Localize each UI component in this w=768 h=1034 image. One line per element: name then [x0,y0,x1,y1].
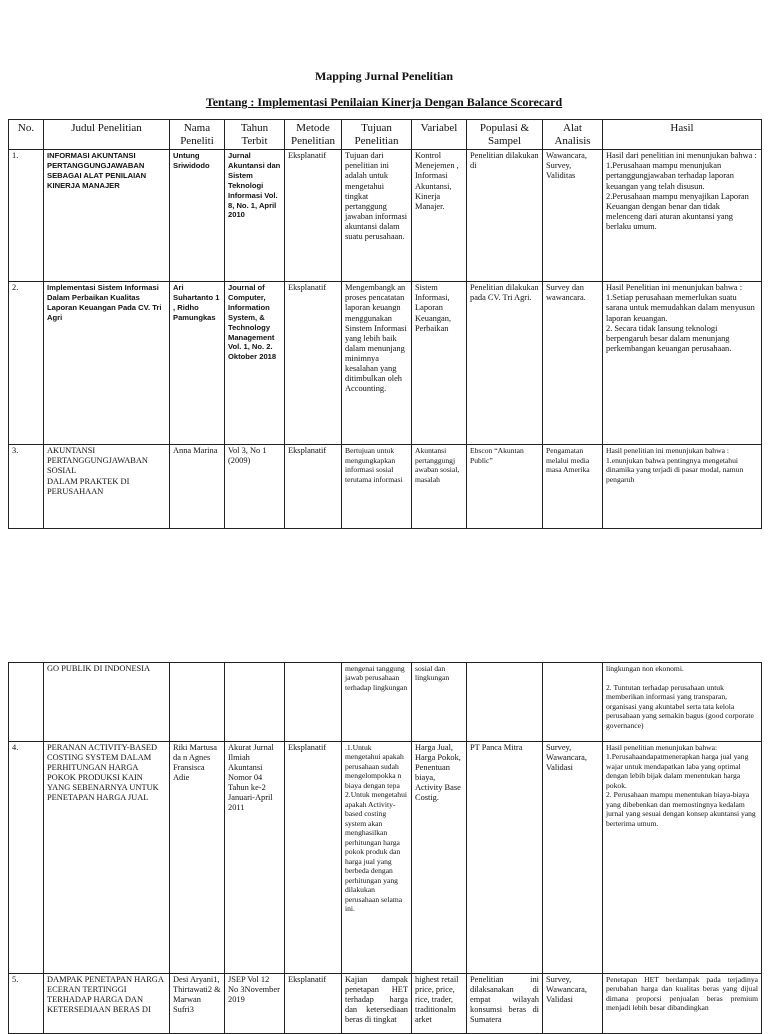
table-row [9,150,762,282]
row-judul: PERANAN ACTIVITY-BASED COSTING SYSTEM DALAM PERHITUNGAN HARGA POKOK PRODUKSI KAIN YANG SEBENARNYA UNTUK PENETAPAN HARGA JUAL [44,742,170,974]
header-nama: Nama Peneliti [170,120,225,150]
header-metode: Metode Penelitian [285,120,342,150]
row-no: 4. [9,742,44,974]
header-populasi: Populasi & Sampel [467,120,543,150]
table-header-row [9,120,762,150]
row-no: 1. [9,150,44,282]
row-alat: Pengamatan melalui media masa Amerika [543,445,603,529]
table-row [9,282,762,445]
row-alat: Survey dan wawancara. [543,282,603,445]
row-alat: Wawancara, Survey, Validitas [543,150,603,282]
row-tahun: Jurnal Akuntansi dan Sistem Teknologi Informasi Vol. 8, No. 1, April 2010 [225,150,285,282]
mapping-table-page-1 [8,119,762,529]
row-alat: Survey, Wawancara, Validasi [543,974,603,1034]
row-tujuan: Bertujuan untuk mengungkapkan informasi sosial terutama informasi [342,445,412,529]
mapping-table-page-2 [8,662,762,1034]
row-no: 2. [9,282,44,445]
header-hasil: Hasil [603,120,762,150]
row-tahun [225,663,285,742]
row-nama: Untung Sriwidodo [170,150,225,282]
row-tujuan: Tujuan dari penelitian ini adalah untuk mengetahui tingkat pertanggung jawaban informasi akuntansi dalam suatu perusahaan. [342,150,412,282]
row-no [9,663,44,742]
document-subtitle: Tentang : Implementasi Penilaian Kinerja Dengan Balance Scorecard [205,95,563,109]
header-variabel: Variabel [412,120,467,150]
row-metode: Eksplanatif [285,150,342,282]
row-judul: Implementasi Sistem Informasi Dalam Perbaikan Kualitas Laporan Keuangan Pada CV. Tri Agri [44,282,170,445]
row-populasi: Penelitian ini dilaksanakan di empat wilayah konsumsi beras di Sumatera [467,974,543,1034]
row-hasil: Hasil penelitian ini menunjukan bahwa : 1.enunjukan bahwa pentingnya mengetahui dinamika yang terjadi di pasar modal, namun pengaruh [603,445,762,529]
row-metode: Eksplanatif [285,974,342,1034]
document-title: Mapping Jurnal Penelitian [314,69,454,83]
row-no: 5. [9,974,44,1034]
header-alat: Alat Analisis [543,120,603,150]
table-row [9,742,762,974]
row-hasil: lingkungan non ekonomi. 2. Tuntutan terhadap perusahaan untuk memberikan informasi yang transparan, organisasi yang akuntabel serta tata kelola perusahaan yang semakin bagus (good corporate governance) [603,663,762,742]
row-tujuan: Kajian dampak penetapan HET terhadap harga dan ketersediaan beras di tingkat [342,974,412,1034]
row-populasi: Ebscon “Akuntan Public” [467,445,543,529]
row-metode [285,663,342,742]
header-judul: Judul Penelitian [44,120,170,150]
header-no: No. [9,120,44,150]
row-populasi: Penelitian dilakukan di [467,150,543,282]
row-hasil: Hasil Penelitian ini menunjukan bahwa : 1.Setiap perusahaan memerlukan suatu sarana untuk memudahkan dalam menyusun laporan keuangan. 2. Secara tidak lansung teknologi berpengaruh besar dalam menunjang perkembangan keuangan perusahaan. [603,282,762,445]
row-tujuan: Mengembangk an proses pencatatan laporan keuangn menggunakan Sinstem Informasi yang lebih baik dalam menunjang minimnya kesalahan yang ditimbulkan oleh Accounting. [342,282,412,445]
row-variabel: Sistem Informasi, Laporan Keuangan, Perbaikan [412,282,467,445]
row-metode: Eksplanatif [285,445,342,529]
row-hasil: Hasil penelitian menunjukan bahwa: 1.Perusahaandapatmenerapkan harga jual yang wajar untuk mendapatkan laba yang optimal dengan lebih bijak dalam menentukan harga pokok. 2. Perusahaan mampu menentukan biaya-biaya yang dibebenkan dan memostingnya kedalam jurnal yang sesuai dengan konsep akuntansi yang berterima umum. [603,742,762,974]
table-row [9,445,762,529]
table-row [9,663,762,742]
row-populasi: PT Panca Mitra [467,742,543,974]
row-judul: GO PUBLIK DI INDONESIA [44,663,170,742]
row-populasi: Penelitian dilakukan pada CV. Tri Agri. [467,282,543,445]
row-judul: AKUNTANSI PERTANGGUNGJAWABAN SOSIAL DALAM PRAKTEK DI PERUSAHAAN [44,445,170,529]
row-metode: Eksplanatif [285,282,342,445]
row-populasi [467,663,543,742]
row-metode: Eksplanatif [285,742,342,974]
table-row [9,974,762,1034]
row-judul: INFORMASI AKUNTANSI PERTANGGUNGJAWABAN SEBAGAI ALAT PENILAIAN KINERJA MANAJER [44,150,170,282]
row-variabel: highest retail price, price, rice, trader, traditionalm arket [412,974,467,1034]
row-variabel: Harga Jual, Harga Pokok, Penentuan biaya, Activity Base Costig. [412,742,467,974]
header-tahun: Tahun Terbit [225,120,285,150]
row-nama: Desi Aryani1, Thirtawati2 & Marwan Sufri3 [170,974,225,1034]
row-variabel: sosial dan lingkungan [412,663,467,742]
row-tahun: Journal of Computer, Information System, & Technology Management Vol. 1, No. 2. Oktober 2018 [225,282,285,445]
row-tujuan: mengenai tanggung jawab perusahaan terhadap lingkungan [342,663,412,742]
row-alat: Survey, Wawancara, Validasi [543,742,603,974]
row-nama [170,663,225,742]
row-no: 3. [9,445,44,529]
row-tahun: JSEP Vol 12 No 3November 2019 [225,974,285,1034]
header-tujuan: Tujuan Penelitian [342,120,412,150]
row-variabel: Kontrol Menejemen , Informasi Akuntansi, Kinerja Manajer. [412,150,467,282]
row-tujuan: .1.Untuk mengetahui apakah perusahaan sudah mengelompokka n biaya dengan tepa 2.Untuk mengetahui apakah Activity-based costing system akan menghasilkan perhitungan harga pokok produk dan harga jual yang berbeda dengan perhitungan yang dilakukan perusahaan selama ini. [342,742,412,974]
row-judul: DAMPAK PENETAPAN HARGA ECERAN TERTINGGI TERHADAP HARGA DAN KETERSEDIAAN BERAS DI [44,974,170,1034]
row-tahun: Vol 3, No 1 (2009) [225,445,285,529]
row-nama: Anna Marina [170,445,225,529]
row-hasil: Penetapan HET berdampak pada terjadinya perubahan harga dan kualitas beras yang dijual dimana proporsi penjualan beras premium menjadi lebih besar dibandingkan [603,974,762,1034]
row-nama: Riki Martusa da n Agnes Fransisca Adie [170,742,225,974]
row-nama: Ari Suhartanto 1 , Ridho Pamungkas [170,282,225,445]
row-hasil: Hasil dari penelitian ini menunjukan bahwa : 1.Perusahaan mampu menunjukan pertanggungjawaban terhadap laporan keuangan yang telah disusun. 2.Perusahaan mampu menyajikan Laporan Keuangan dengan benar dan tidak melenceng dari aturan akuntansi yang berlaku umum. [603,150,762,282]
row-tahun: Akurat Jurnal Ilmiah Akuntansi Nomor 04 Tahun ke-2 Januari-April 2011 [225,742,285,974]
row-variabel: Akuntansi pertanggungj awaban sosial, masalah [412,445,467,529]
row-alat [543,663,603,742]
